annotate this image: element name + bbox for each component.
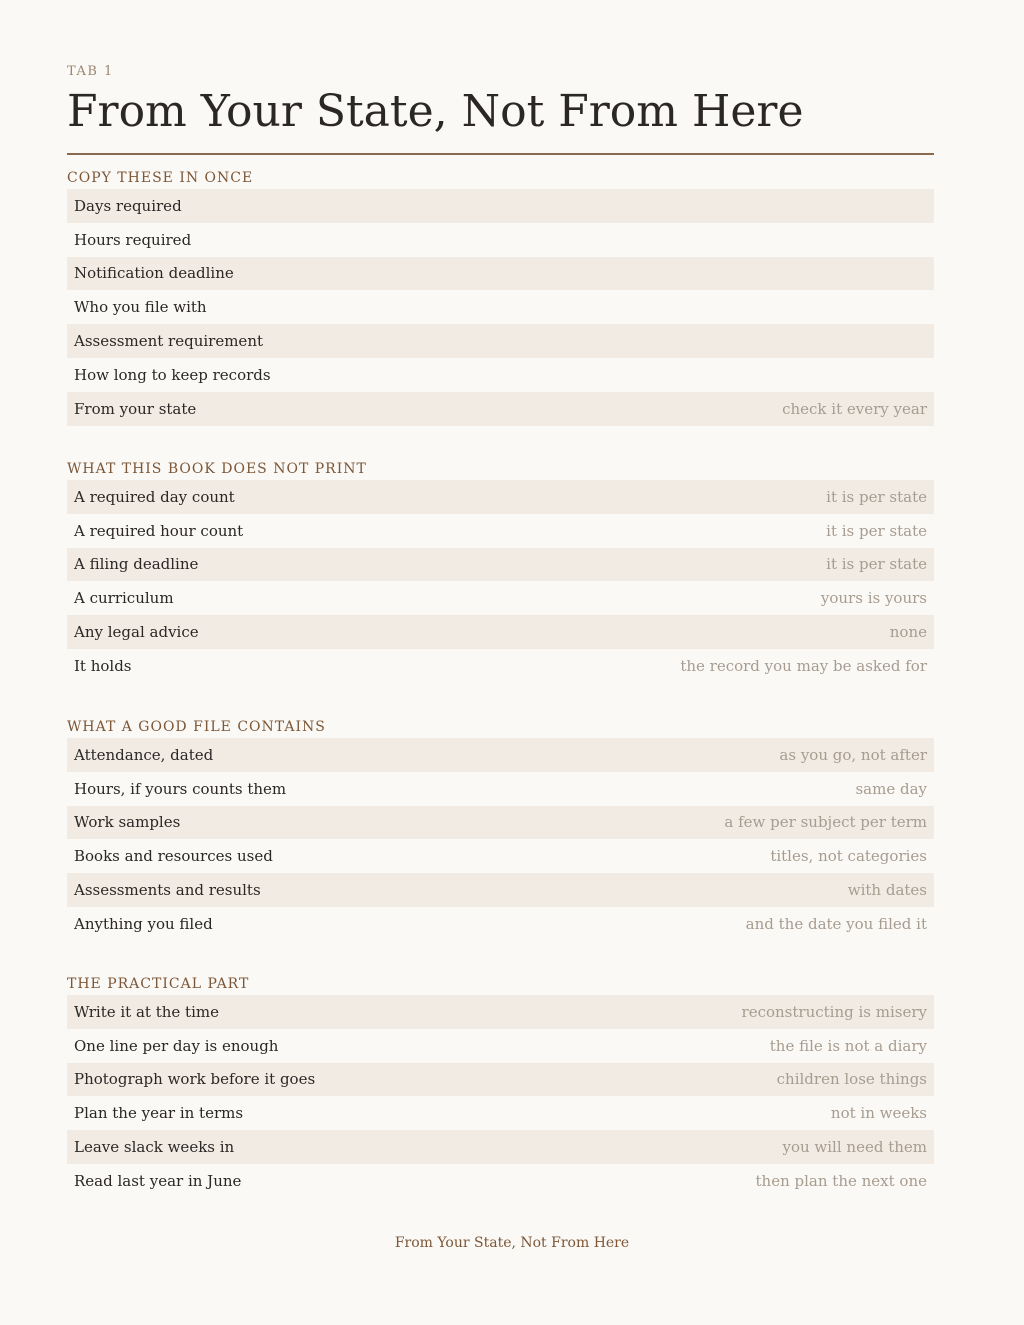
- list-item: [67, 615, 934, 649]
- title-divider: [67, 153, 934, 155]
- row-note: the file is not a diary: [769, 1036, 927, 1055]
- list-item: [67, 358, 934, 392]
- list-item: [67, 1029, 934, 1063]
- section-rows: [67, 480, 934, 683]
- row-note: titles, not categories: [770, 847, 927, 866]
- row-label: A filing deadline: [74, 555, 199, 574]
- section-what-a-good-file-contains: [67, 716, 934, 941]
- row-note: with dates: [847, 881, 927, 900]
- page-title: From Your State, Not From Here: [67, 86, 804, 137]
- list-item: [67, 548, 934, 582]
- list-item: [67, 581, 934, 615]
- section-heading: COPY THESE IN ONCE: [67, 170, 254, 186]
- row-note: check it every year: [782, 399, 927, 418]
- row-label: Attendance, dated: [74, 745, 214, 764]
- row-label: Who you file with: [74, 298, 207, 317]
- row-note: the record you may be asked for: [680, 656, 927, 675]
- row-note: same day: [855, 779, 927, 798]
- row-label: Days required: [74, 196, 182, 215]
- list-item: [67, 1096, 934, 1130]
- row-label: Books and resources used: [74, 847, 273, 866]
- section-rows: [67, 189, 934, 426]
- row-label: Photograph work before it goes: [74, 1070, 316, 1089]
- tab-label: TAB 1: [67, 64, 114, 79]
- list-item: [67, 839, 934, 873]
- row-label: Hours, if yours counts them: [74, 779, 287, 798]
- row-label: Write it at the time: [74, 1002, 219, 1021]
- list-item: [67, 1063, 934, 1097]
- list-item: [67, 772, 934, 806]
- row-label: From your state: [74, 399, 197, 418]
- list-item: [67, 1164, 934, 1198]
- row-label: Assessments and results: [74, 881, 261, 900]
- row-label: Any legal advice: [74, 623, 199, 642]
- list-item: [67, 738, 934, 772]
- section-the-practical-part: [67, 973, 934, 1198]
- row-label: A required hour count: [74, 521, 244, 540]
- list-item: [67, 290, 934, 324]
- section-what-this-book-does-not-print: [67, 458, 934, 683]
- section-rows: [67, 738, 934, 941]
- row-note: it is per state: [826, 521, 927, 540]
- row-label: It holds: [74, 656, 132, 675]
- row-label: Read last year in June: [74, 1171, 242, 1190]
- row-label: Leave slack weeks in: [74, 1138, 235, 1157]
- row-note: then plan the next one: [755, 1171, 927, 1190]
- row-note: as you go, not after: [779, 745, 927, 764]
- row-label: Anything you filed: [74, 914, 213, 933]
- list-item: [67, 995, 934, 1029]
- list-item: [67, 480, 934, 514]
- section-rows: [67, 995, 934, 1198]
- page-footer: From Your State, Not From Here: [394, 1235, 630, 1251]
- section-heading: WHAT A GOOD FILE CONTAINS: [67, 719, 326, 735]
- row-label: A curriculum: [74, 589, 174, 608]
- list-item: [67, 806, 934, 840]
- list-item: [67, 189, 934, 223]
- row-note: it is per state: [826, 487, 927, 506]
- row-note: not in weeks: [830, 1104, 927, 1123]
- row-note: yours is yours: [820, 589, 927, 608]
- row-label: Work samples: [74, 813, 181, 832]
- list-item: [67, 907, 934, 941]
- row-note: it is per state: [826, 555, 927, 574]
- row-label: How long to keep records: [74, 365, 271, 384]
- row-note: and the date you filed it: [745, 914, 927, 933]
- section-copy-these-in-once: [67, 167, 934, 426]
- row-label: One line per day is enough: [74, 1036, 279, 1055]
- row-label: A required day count: [74, 487, 235, 506]
- list-item: [67, 324, 934, 358]
- row-label: Plan the year in terms: [74, 1104, 244, 1123]
- list-item: [67, 1130, 934, 1164]
- row-label: Hours required: [74, 230, 192, 249]
- list-item: [67, 649, 934, 683]
- row-note: none: [889, 623, 927, 642]
- row-note: a few per subject per term: [724, 813, 927, 832]
- section-heading: THE PRACTICAL PART: [67, 976, 250, 992]
- list-item: [67, 392, 934, 426]
- row-note: you will need them: [782, 1138, 927, 1157]
- list-item: [67, 873, 934, 907]
- row-label: Notification deadline: [74, 264, 234, 283]
- row-note: children lose things: [776, 1070, 927, 1089]
- row-note: reconstructing is misery: [741, 1002, 927, 1021]
- list-item: [67, 223, 934, 257]
- row-label: Assessment requirement: [74, 332, 264, 351]
- list-item: [67, 514, 934, 548]
- list-item: [67, 257, 934, 291]
- section-heading: WHAT THIS BOOK DOES NOT PRINT: [67, 461, 367, 477]
